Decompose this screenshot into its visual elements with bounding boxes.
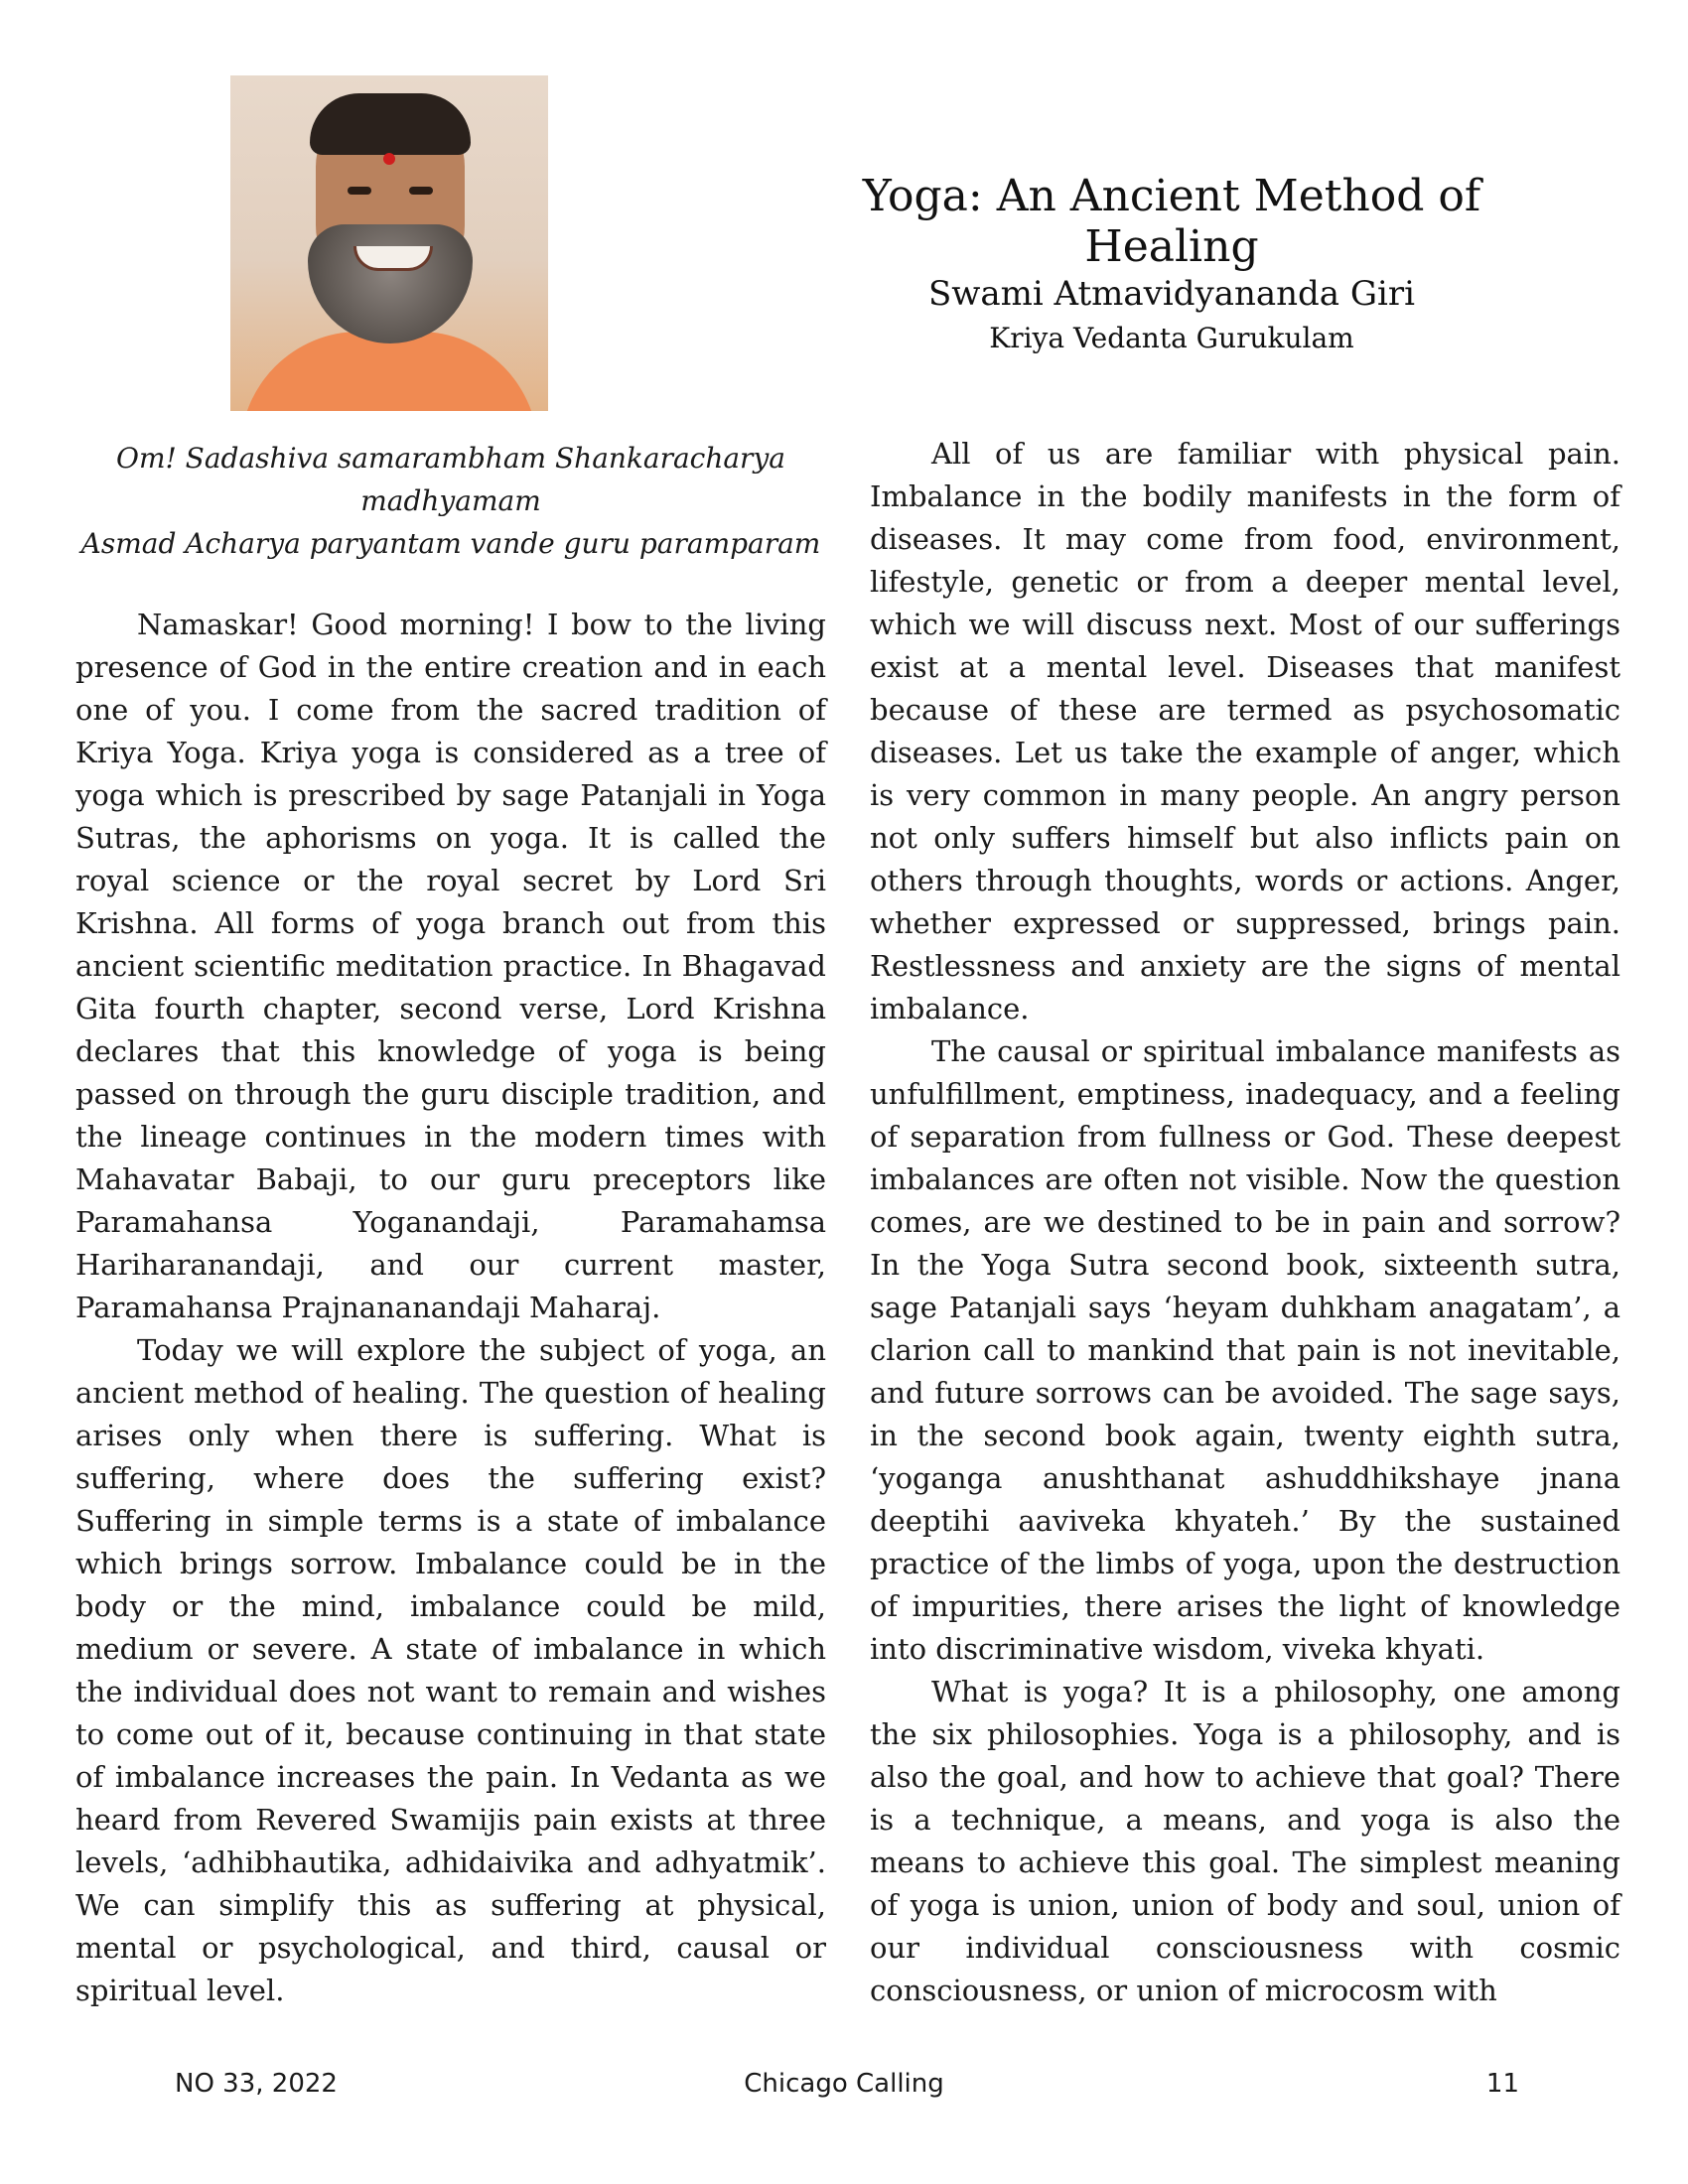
paragraph-what-is-yoga: What is yoga? It is a philosophy, one among the six philosophies. Yoga is a philosophy, and is also the goal, and how to achieve that goal? There is a technique, a means, and yoga is also the means to achieve this goal. The simplest meaning of yoga is union, union of body and soul, union of our individual consciousness with cosmic consciousness, or union of microcosm with (870, 1675, 1620, 2007)
left-column (75, 604, 826, 2012)
footer-page-number: 11 (1485, 2069, 1519, 2099)
invocation-line-3: Asmad Acharya paryantam vande guru paramparam (80, 527, 821, 560)
invocation-verse (75, 437, 826, 565)
author-photo (230, 75, 548, 411)
paragraph-today: Today we will explore the subject of yoga, an ancient method of healing. The question of healing arises only when there is suffering. What is suffering, where does the suffering exist? Suffering in simple terms is a state of imbalance which brings sorrow. Imbalance could be in the body or the mind, imbalance could be mild, medium or severe. A state of imbalance in which the individual does not want to remain and wishes to come out of it, because continuing in that state of imbalance increases the pain. In Vedanta as we heard from Revered Swamijis pain exists at three levels, ‘adhibhautika, adhidaivika and adhyatmik’. We can simplify this as suffering at physical, mental or psychological, and third, causal or spiritual level. (75, 1333, 826, 2007)
article-title: Yoga: An Ancient Method of Healing (862, 171, 1481, 272)
photo-eye-right (409, 187, 433, 195)
photo-eye-left (348, 187, 371, 195)
photo-smile (353, 246, 433, 271)
right-column (870, 433, 1620, 2012)
author-organization: Kriya Vedanta Gurukulam (989, 322, 1354, 354)
footer-publication: Chicago Calling (744, 2069, 944, 2099)
invocation-line-2: madhyamam (360, 484, 541, 517)
footer-issue: NO 33, 2022 (175, 2069, 338, 2099)
photo-bindi (383, 153, 395, 165)
photo-robe (240, 332, 538, 411)
author-name: Swami Atmavidyananda Giri (927, 274, 1416, 314)
paragraph-causal-imbalance: The causal or spiritual imbalance manifests as unfulfillment, emptiness, inadequacy, and a feeling of separation from fullness or God. These deepest imbalances are often not visible. Now the question comes, are we destined to be in pain and sorrow? In the Yoga Sutra second book, sixteenth sutra, sage Patanjali says ‘heyam duhkham anagatam’, a clarion call to mankind that pain is not inevitable, and future sorrows can be avoided. The sage says, in the second book again, twenty eighth sutra, ‘yoganga anushthanat ashuddhikshaye jnana deeptihi aaviveka khyateh.’ By the sustained practice of the limbs of yoga, upon the destruction of impurities, there arises the light of knowledge into discriminative wisdom, viveka khyati. (870, 1034, 1620, 1666)
paragraph-namaskar: Namaskar! Good morning! I bow to the living presence of God in the entire creation and in each one of you. I come from the sacred tradition of Kriya Yoga. Kriya yoga is considered as a tree of yoga which is prescribed by sage Patanjali in Yoga Sutras, the aphorisms on yoga. It is called the royal science or the royal secret by Lord Sri Krishna. All forms of yoga branch out from this ancient scientific meditation practice. In Bhagavad Gita fourth chapter, second verse, Lord Krishna declares that this knowledge of yoga is being passed on through the guru disciple tradition, and the lineage continues in the modern times with Mahavatar Babaji, to our guru preceptors like Paramahansa Yoganandaji, Paramahamsa Hariharanandaji, and our current master, Paramahansa Prajnananandaji Maharaj. (75, 608, 826, 1324)
photo-beard (308, 224, 473, 343)
photo-hair (310, 93, 471, 155)
paragraph-physical-pain: All of us are familiar with physical pain. Imbalance in the bodily manifests in the form of diseases. It may come from food, environment, lifestyle, genetic or from a deeper mental level, which we will discuss next. Most of our sufferings exist at a mental level. Diseases that manifest because of these are termed as psychosomatic diseases. Let us take the example of anger, which is very common in many people. An angry person not only suffers himself but also inflicts pain on others through thoughts, words or actions. Anger, whether expressed or suppressed, brings pain. Restlessness and anxiety are the signs of mental imbalance. (870, 437, 1620, 1025)
invocation-line-1: Om! Sadashiva samarambham Shankaracharya (116, 442, 785, 475)
